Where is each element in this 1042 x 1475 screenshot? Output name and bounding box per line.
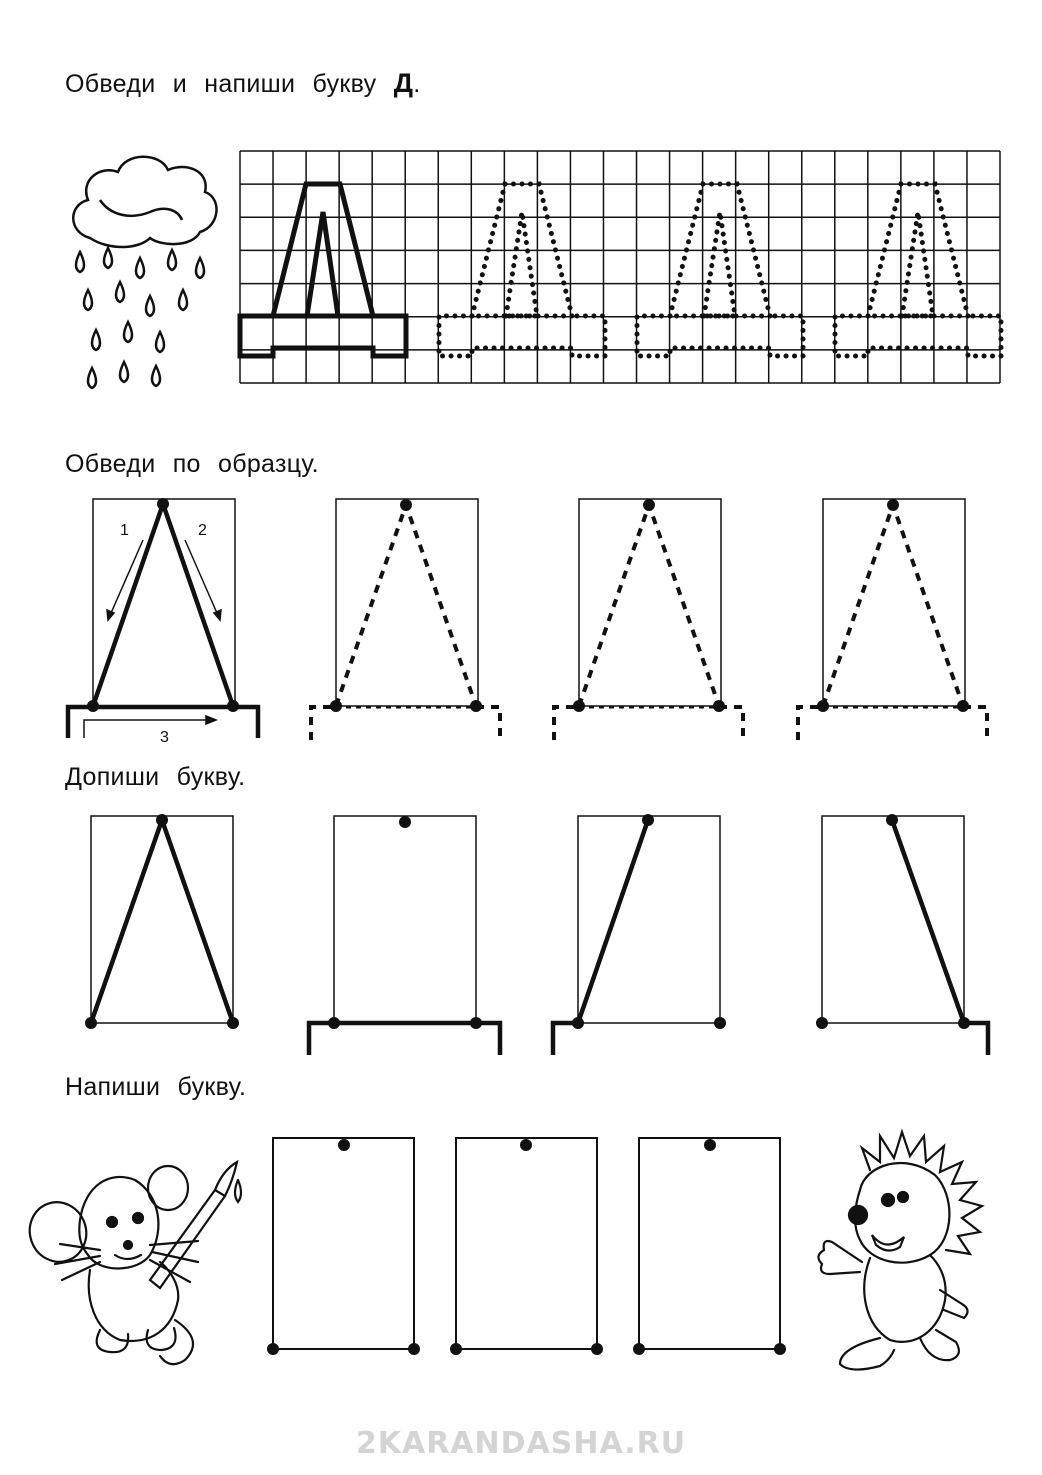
finish-letter-exercise-3[interactable] [816,814,988,1055]
trace-letter-exercise[interactable] [554,499,743,740]
finish-letter-sample [85,814,239,1029]
section-title-trace-by-sample: Обведи по образцу. [65,450,319,478]
hedgehog-icon [818,1132,982,1370]
write-letter-box-3[interactable] [633,1138,786,1355]
mouse-painter-icon [21,1162,241,1364]
dotted-letters-d [439,184,1001,356]
stroke-order-1: 1 [120,522,129,539]
finish-letter-exercise-1[interactable] [309,816,500,1055]
title-period: . [413,70,421,98]
stroke-order-3: 3 [160,729,169,746]
trace-letter-exercise[interactable] [311,499,500,740]
finish-letter-exercises [85,814,988,1055]
section-title-write-letter: Напиши букву. [65,1073,247,1101]
dotted-letter-d[interactable] [439,184,605,356]
watermark: 2KARANDASHA.RU [355,1426,687,1461]
title-letter: Д [393,68,414,98]
finish-letter-exercise-2[interactable] [553,814,726,1055]
write-letter-exercises [267,1138,786,1355]
dotted-letter-d[interactable] [637,184,803,356]
sample-letter-d [240,184,406,356]
section-title-finish-letter: Допиши букву. [65,763,246,791]
write-letter-box-2[interactable] [450,1138,603,1355]
sample-stroke-order [68,498,258,746]
title-text: Обведи и напиши букву [65,70,394,98]
write-letter-box-1[interactable] [267,1138,420,1355]
stroke-order-2: 2 [198,522,207,539]
trace-letter-exercise[interactable] [798,499,987,740]
trace-exercises [311,499,987,740]
dotted-letter-d[interactable] [835,184,1001,356]
rain-cloud-icon [73,157,216,388]
